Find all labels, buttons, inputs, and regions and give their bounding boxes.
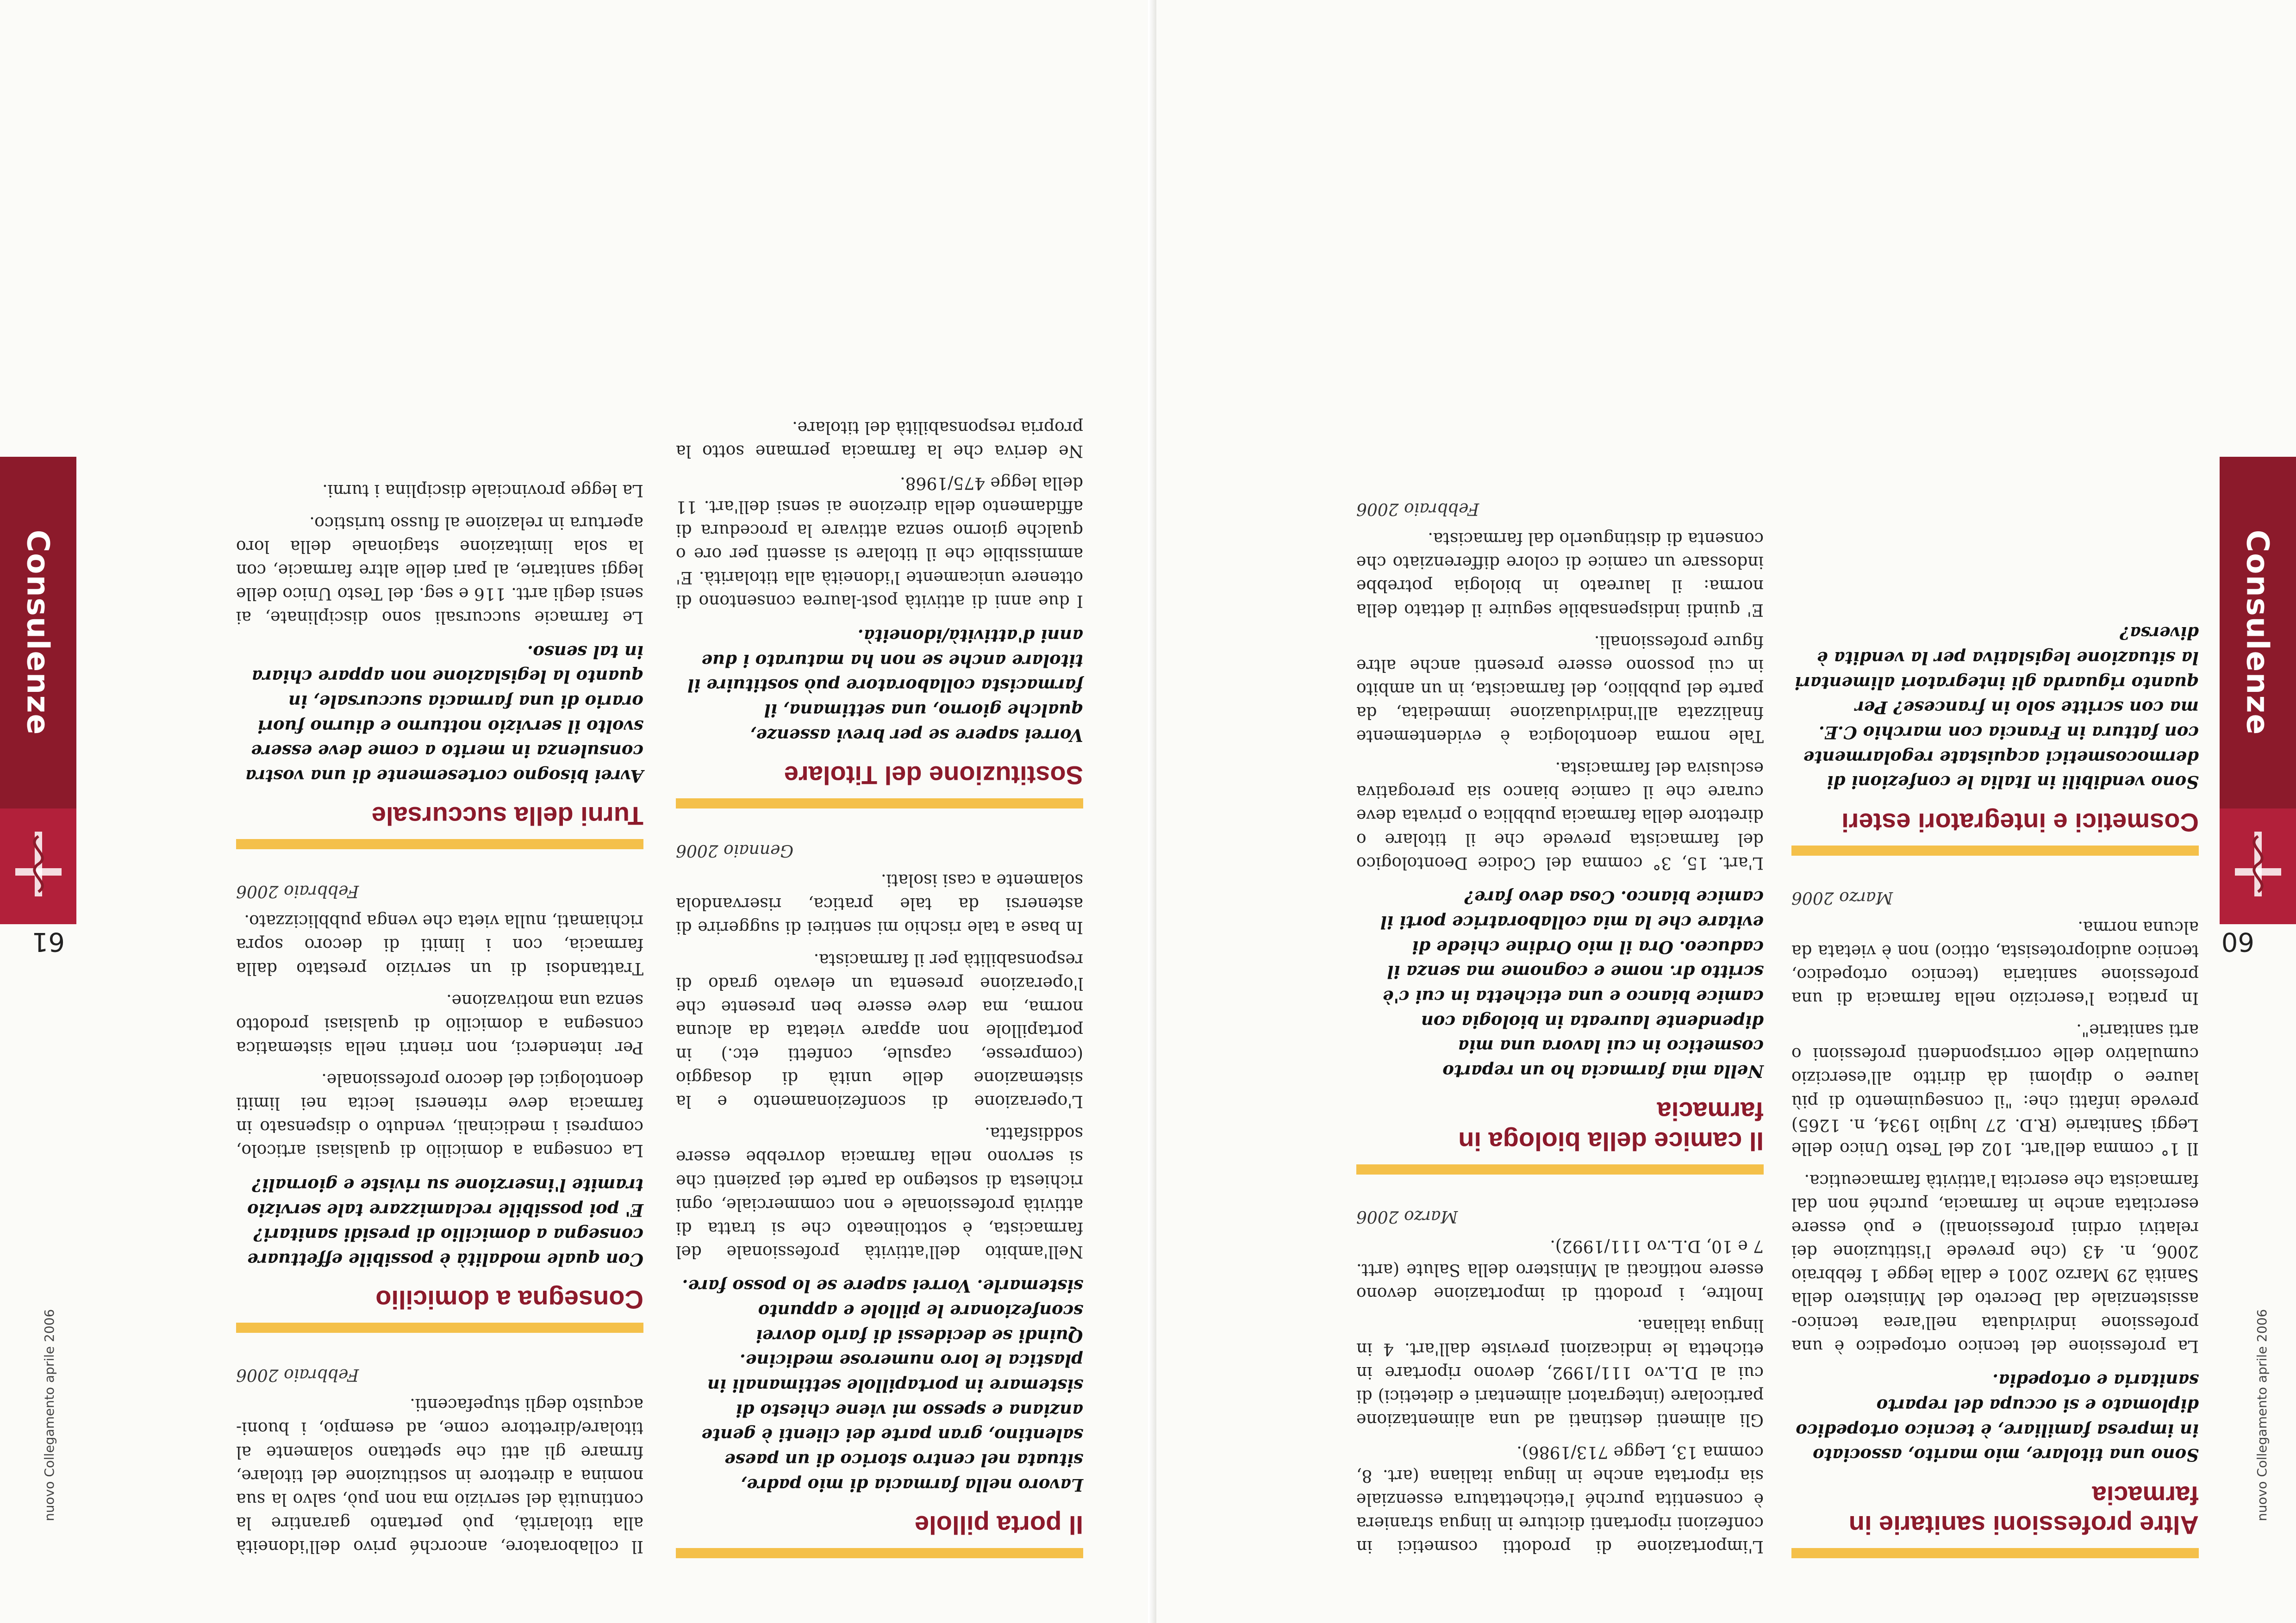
article-paragraph: Le farmacie succursali sono disciplinate, ai sensi degli artt. 116 e seg. del Testo Unico delle leggi sanitarie, al pari delle altre farmacie, con la sola limitazione stagionale della loro apertura in relazione al flusso turistico. [236, 513, 643, 627]
article-title: Cosmetici e integratori esteri [1841, 808, 2199, 837]
article-question: Vorrei sapere se per brevi assenze, qualche giorno, una settimana, il farmacista collaboratore può sostituire il titolare anche se non ha maturato i due anni d'attività/idoneità. [687, 626, 1083, 746]
article-camice-biologa [1356, 499, 1764, 1174]
caduceus-icon [6, 827, 71, 901]
caduceus-logo-box [2220, 804, 2296, 924]
page-60 [1148, 0, 2296, 1623]
article-date: Marzo 2006 [1791, 888, 1893, 907]
article-altre-professioni [1791, 888, 2199, 1558]
article-paragraph: Trattandosi di un servizio prestato dalla farmacia, con i limiti di decoro sopra richiamati, nulla vieta che venga pubblicizzato. [236, 911, 643, 978]
highlight-bar [1356, 1164, 1764, 1175]
article-paragraph: La professione del tecnico ortopedico è una professione individuata nell'area tecnico-assistenziale dal Decreto del Ministero della Sanità 29 Marzo 2001 e dalla legge 1 febbraio 2006, n. 43 (che prevede l'istituzione dei relativi ordini professionali) e può essere esercitata anche in farmacia, purché non dal farmacista che esercita l'attività farmaceutica. [1791, 1170, 2199, 1356]
article-paragraph: Tale norma deontologica è evidentemente finalizzata all'individuazione immediata, da parte del pubblico, del farmacista, in un ambito in cui possono essere presenti anche altre figure professionali. [1356, 632, 1764, 746]
article-title: Sostituzione del Titolare [784, 761, 1083, 790]
article-date: Febbraio 2006 [1356, 499, 1479, 519]
highlight-bar [1791, 1548, 2199, 1558]
article-title: Consegna a domicilio [375, 1285, 643, 1315]
section-tab-label: Consulenze [2240, 529, 2276, 736]
caduceus-icon [2226, 827, 2290, 901]
article-paragraph: Ne deriva che la farmacia permane sotto la propria responsabilità del titolare. [676, 417, 1083, 460]
column-2 [1356, 467, 1764, 1558]
highlight-bar [676, 798, 1083, 808]
article-collaboratore-note [236, 1365, 643, 1558]
highlight-bar [1791, 846, 2199, 856]
article-paragraph: Il 1° comma dell'art. 102 del Testo Unico delle Leggi Sanitarie (R.D. 27 luglio 1934, n. 1265) prevede infatti che: "il conseguimento di più lauree o diplomi dà diritto all'esercizio cumulativo delle corrispondenti professioni o arti sanitarie". [1791, 1020, 2199, 1158]
column-3 [676, 383, 1083, 1558]
article-sostituzione-titolare [676, 416, 1083, 808]
article-paragraph: L'art. 15, 3° comma del Codice Deontologico del farmacista prevede che il titolare o direttore della farmacia pubblica o privata deve curare che il camice bianco sia prerogativa esclusiva del farmacista. [1356, 759, 1764, 872]
article-question: Lavoro nella farmacia di mio padre, situata nel centro storico di un paese salentino, gran parte dei clienti è gente anziana e spesso mi viene chiesto di sistemare in portapillole settimanali in plastica le loro numerose medicine. Quindi se decidessi di farlo dovrei sconfezionare le pillole e appunto sistemarle. Vorrei sapere se lo posso fare. [682, 1276, 1083, 1495]
article-consegna-domicilio [236, 882, 643, 1333]
highlight-bar [236, 839, 643, 849]
article-date: Febbraio 2006 [236, 882, 359, 901]
caduceus-logo-box [0, 804, 76, 924]
article-paragraph: L'operazione di sconfezionamento e la sistemazione delle unità di dosaggio (compresse, capsule, confetti etc.) in portapillole non appare vietata da alcuna norma, ma deve essere ben presente che l'operazione presenta un elevato grado di responsabilità per il farmacista. [676, 950, 1083, 1111]
page-number-right: 61 [31, 927, 65, 957]
article-title: Turni della succursale [371, 802, 643, 831]
section-tab-label: Consulenze [20, 529, 56, 736]
highlight-bar [236, 1323, 643, 1333]
running-header-left: nuovo Collegamento aprile 2006 [2254, 1309, 2270, 1521]
page-number-left: 60 [2221, 927, 2254, 957]
article-paragraph: Gli alimenti destinati ad una alimentazione particolare (integratori alimentari e dietetici) di cui al D.L.vo 111/1992, devono riportare in etichetta le indicazioni previste dall'art. 4 in lingua italiana. [1356, 1316, 1764, 1430]
article-date: Gennaio 2006 [676, 841, 794, 860]
article-paragraph: In base a tale rischio mi sentirei di suggerire di astenersi da tale pratica, riservandola solamente a casi isolati. [676, 871, 1083, 937]
article-paragraph: Inoltre, i prodotti di importazione devono essere notificati al Ministero della Salute (artt. 7 e 10, D.L.vo 111/1992). [1356, 1236, 1764, 1303]
section-tab-right [0, 457, 76, 808]
column-1 [1791, 588, 2199, 1558]
article-paragraph: La consegna a domicilio di qualsiasi articolo, compresi i medicinali, venduto o dispensato in farmacia deve ritenersi lecita nei limiti deontologici del decoro professionale. [236, 1070, 643, 1160]
article-question: Nella mia farmacia ho un reparto cosmetico in cui lavora una mia dipendente laureata in biologia con camice bianco e una etichetta in cui c'è scritto dr. nome e cognome ma senza il caduceo. Ora il mio Ordine chiede di evitare che la mia collaboratrice porti il camice bianco. Cosa devo fare? [1380, 887, 1764, 1082]
article-question: Sono vendibili in Italia le confezioni di dermocosmetici acquistate regolarmente con fattura in Francia con marchio C.E. ma con scritte solo in francese? Per quanto riguarda gli integratori alimentari la situazione legislativa per la vendita è diversa? [1794, 623, 2199, 793]
article-cosmetici-integratori [1791, 621, 2199, 856]
article-cosmetici-integratori-body [1356, 1207, 1764, 1558]
article-question: Avrei bisogno cortesemente di una vostra consulenza in merito a come deve essere svolto il servizio notturno e diurno fuori orario di una farmacia succursale, in quanto la legislazione non appare chiara in tal senso. [245, 641, 643, 786]
article-paragraph: Il collaboratore, ancorché privo dell'idoneità alla titolarità, può pertanto garantire la continuità del servizio ma non può, salvo la sua nomina a direttore in sostituzione del titolare, firmare gli atti che spettano solamente al titolare/direttore come, ad esempio, i buoni-acquisto degli stupefacenti. [236, 1395, 643, 1556]
article-paragraph: I due anni di attività post-laurea consentono di ottenere unicamente l'idoneità alla titolarità. E' ammissibile che il titolare si assenti per ore o qualche giorno senza attivare la procedura di affidamento della direzione ai sensi dell'art. 11 della legge 475/1968. [676, 473, 1083, 611]
article-paragraph: E' quindi indispensabile seguire il dettato della norma: il laureato in biologia potrebbe indossare un camice di colore differenziato che consenta di distinguerlo dal farmacista. [1356, 529, 1764, 619]
article-question: Sono una titolare, mio marito, associato in impresa familiare, è tecnico ortopedico diplomato e si occupa del reparto sanitaria e ortopedia. [1796, 1370, 2199, 1466]
article-paragraph: L'importazione di prodotti cosmetici in confezioni riportanti diciture in lingua straniera è consentita purché l'etichettatura essenziale sia riportata anche in lingua italiana (art. 8, comma 13, Legge 713/1986). [1356, 1442, 1764, 1556]
article-turni-succursale [236, 479, 643, 849]
column-4 [236, 446, 643, 1558]
article-paragraph: In pratica l'esercizio nella farmacia di una professione sanitaria (tecnico ortopedico, tecnico audioprotesista, ottico) non è vietata da alcuna norma. [1791, 917, 2199, 1008]
article-porta-pillole [676, 841, 1083, 1558]
article-paragraph: Nell'ambito dell'attività professionale del farmacista, è sottolineato che si tratta di attività professionale e non commerciale, ogni richiesta di sostegno da parte dei pazienti che si servono nella farmacia dovrebbe essere soddisfatta. [676, 1124, 1083, 1261]
section-tab-left [2220, 457, 2296, 808]
article-title: Il porta pillole [914, 1511, 1083, 1540]
article-question: Con quale modalità è possibile effettuare consegna a domicilio di presidi sanitari? E' poi possibile reclamizzare tale servizio tramite l'inserzione su riviste e giornali? [247, 1175, 643, 1270]
running-header-right: nuovo Collegamento aprile 2006 [42, 1309, 57, 1521]
highlight-bar [676, 1548, 1083, 1558]
article-paragraph: Per intenderci, non rientri nella sistematica consegna a domicilio di qualsiasi prodotto senza una motivazione. [236, 990, 643, 1057]
article-date: Marzo 2006 [1356, 1206, 1458, 1226]
article-title: Altre professioni sanitarie in farmacia [1848, 1480, 2199, 1540]
article-date: Febbraio 2006 [236, 1365, 359, 1385]
article-paragraph: La legge provinciale disciplina i turni. [322, 481, 643, 500]
article-title: Il camice della biologa in farmacia [1458, 1097, 1764, 1156]
